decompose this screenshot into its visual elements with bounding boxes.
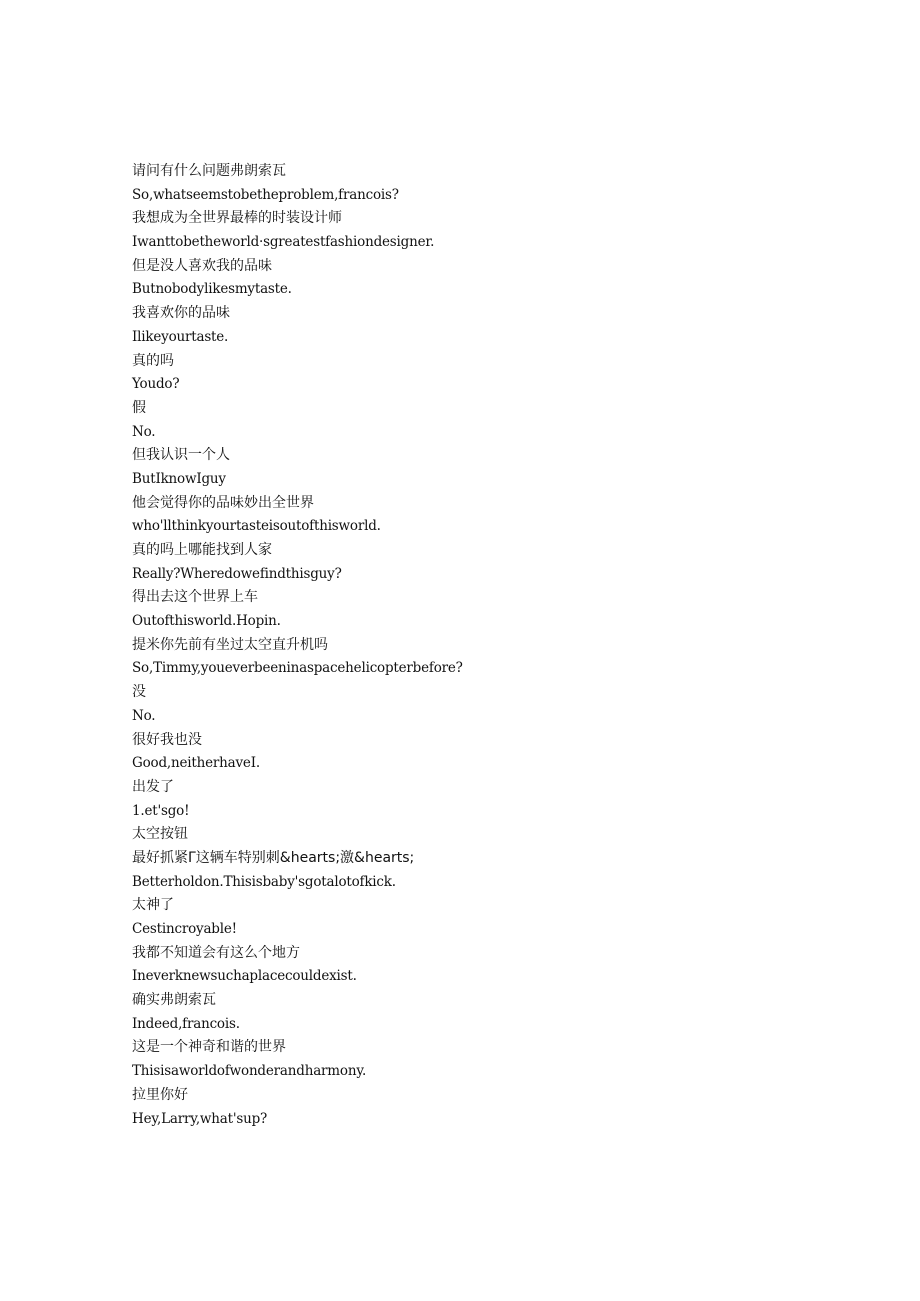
transcript-line-english: Really?Wheredowefindthisguy? [132, 565, 342, 582]
transcript-line-english: Ilikeyourtaste. [132, 328, 229, 345]
transcript-line-chinese: 我喜欢你的品味 [132, 305, 230, 322]
transcript-line-english: Ineverknewsuchaplacecouldexist. [132, 968, 357, 985]
transcript-line-chinese: 真的吗上哪能找到人家 [132, 542, 272, 558]
transcript-line-english: Betterholdon.Thisisbaby'sgotalotofkick. [132, 873, 396, 890]
transcript-line-chinese: 这是一个神奇和谐的世界 [132, 1039, 286, 1056]
transcript-line-english: Thisisaworldofwonderandharmony. [132, 1063, 367, 1080]
transcript-line-chinese: 提米你先前有坐过太空直升机吗 [132, 636, 328, 653]
transcript-line-english: So,Timmy,youeverbeeninaspacehelicopterbefore? [132, 660, 463, 677]
transcript-line-english: 1.et'sgo! [132, 802, 190, 819]
transcript-line-chinese: 太神了 [132, 897, 174, 914]
transcript-line-english: Iwanttobetheworld·sgreatestfashiondesigner. [132, 234, 435, 251]
transcript-line-english: Butnobodylikesmytaste. [132, 281, 292, 298]
transcript-line-chinese: 最好抓紧Γ这辆车特别刺&hearts;激&hearts; [132, 849, 415, 866]
transcript-line-chinese: 很好我也没 [132, 731, 202, 748]
transcript-line-chinese: 得出去这个世界上车 [132, 589, 258, 606]
transcript-line-chinese: 没 [132, 684, 146, 701]
transcript-line-english: who'llthinkyourtasteisoutofthisworld. [132, 518, 381, 535]
transcript-line-chinese: 但我认识一个人 [132, 447, 230, 464]
transcript-line-english: Youdo? [132, 376, 180, 393]
transcript-lines [132, 160, 892, 1131]
transcript-line-english: Outofthisworld.Hopin. [132, 613, 281, 630]
transcript-line-english: No. [132, 423, 156, 440]
transcript-line-chinese: 拉里你好 [132, 1086, 188, 1103]
transcript-line-chinese: 但是没人喜欢我的品味 [132, 257, 272, 274]
transcript-line-english: No. [132, 707, 156, 724]
transcript-line-english: Good,neitherhaveI. [132, 755, 260, 772]
transcript-line-english: Cestincroyable! [132, 921, 237, 937]
transcript-line-chinese: 我想成为全世界最棒的时装设计师 [132, 210, 342, 227]
transcript-line-chinese: 他会觉得你的品味妙出全世界 [132, 494, 314, 511]
transcript-line-english: So,whatseemstobetheproblem,francois? [132, 186, 399, 203]
transcript-line-chinese: 出发了 [132, 778, 174, 795]
transcript-line-chinese: 请问有什么问题弗朗索瓦 [132, 163, 286, 179]
transcript-line-english: Indeed,francois. [132, 1015, 240, 1032]
transcript-line-english: Hey,Larry,what'sup? [132, 1110, 268, 1127]
transcript-line-chinese: 我都不知道会有这么个地方 [132, 944, 300, 961]
transcript-line-chinese: 确实弗朗索瓦 [132, 992, 216, 1009]
transcript-line-chinese: 真的吗 [132, 352, 174, 369]
transcript-line-english: ButIknowIguy [132, 470, 226, 487]
transcript-line-chinese: 假 [132, 399, 146, 416]
transcript-line-chinese: 太空按钮 [132, 826, 188, 843]
